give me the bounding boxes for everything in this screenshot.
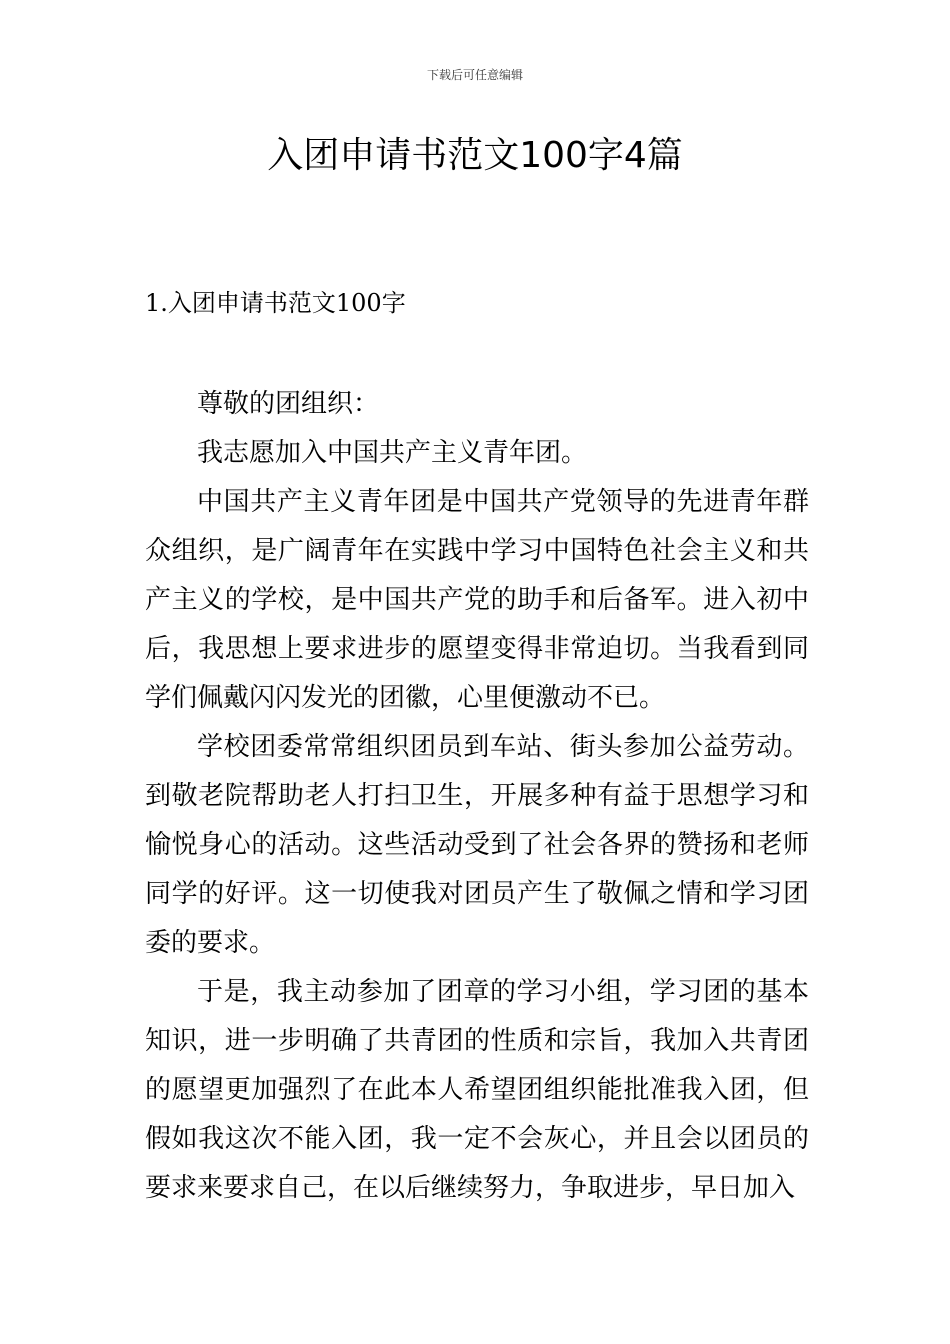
section-heading: 1.入团申请书范文100字 (145, 289, 406, 317)
header-note: 下载后可任意编辑 (426, 68, 523, 82)
paragraph-body-2: 学校团委常常组织团员到车站、街头参加公益劳动。到敬老院帮助老人打扫卫生，开展多种有益于思想学习和愉悦身心的活动。这些活动受到了社会各界的赞扬和老师同学的好评。这一切使我对团员产生了敬佩之情和学习团委的要求。 (145, 732, 809, 958)
paragraph-body-3: 于是，我主动参加了团章的学习小组，学习团的基本知识，进一步明确了共青团的性质和宗旨，我加入共青团的愿望更加强烈了在此本人希望团组织能批准我入团，但假如我这次不能入团，我一定不会灰心，并且会以团员的要求来要求自己，在以后继续努力，争取进步，早日加入 (145, 977, 809, 1203)
document-title: 入团申请书范文100字4篇 (267, 135, 683, 176)
paragraph-body-1: 中国共产主义青年团是中国共产党领导的先进青年群众组织，是广阔青年在实践中学习中国特色社会主义和共产主义的学校，是中国共产党的助手和后备军。进入初中后，我思想上要求进步的愿望变得非常迫切。当我看到同学们佩戴闪闪发光的团徽，心里便激动不已。 (145, 487, 809, 713)
paragraph-salutation: 尊敬的团组织： (197, 389, 380, 419)
document-body (145, 380, 809, 1213)
paragraph-intent: 我志愿加入中国共产主义青年团。 (197, 438, 588, 468)
